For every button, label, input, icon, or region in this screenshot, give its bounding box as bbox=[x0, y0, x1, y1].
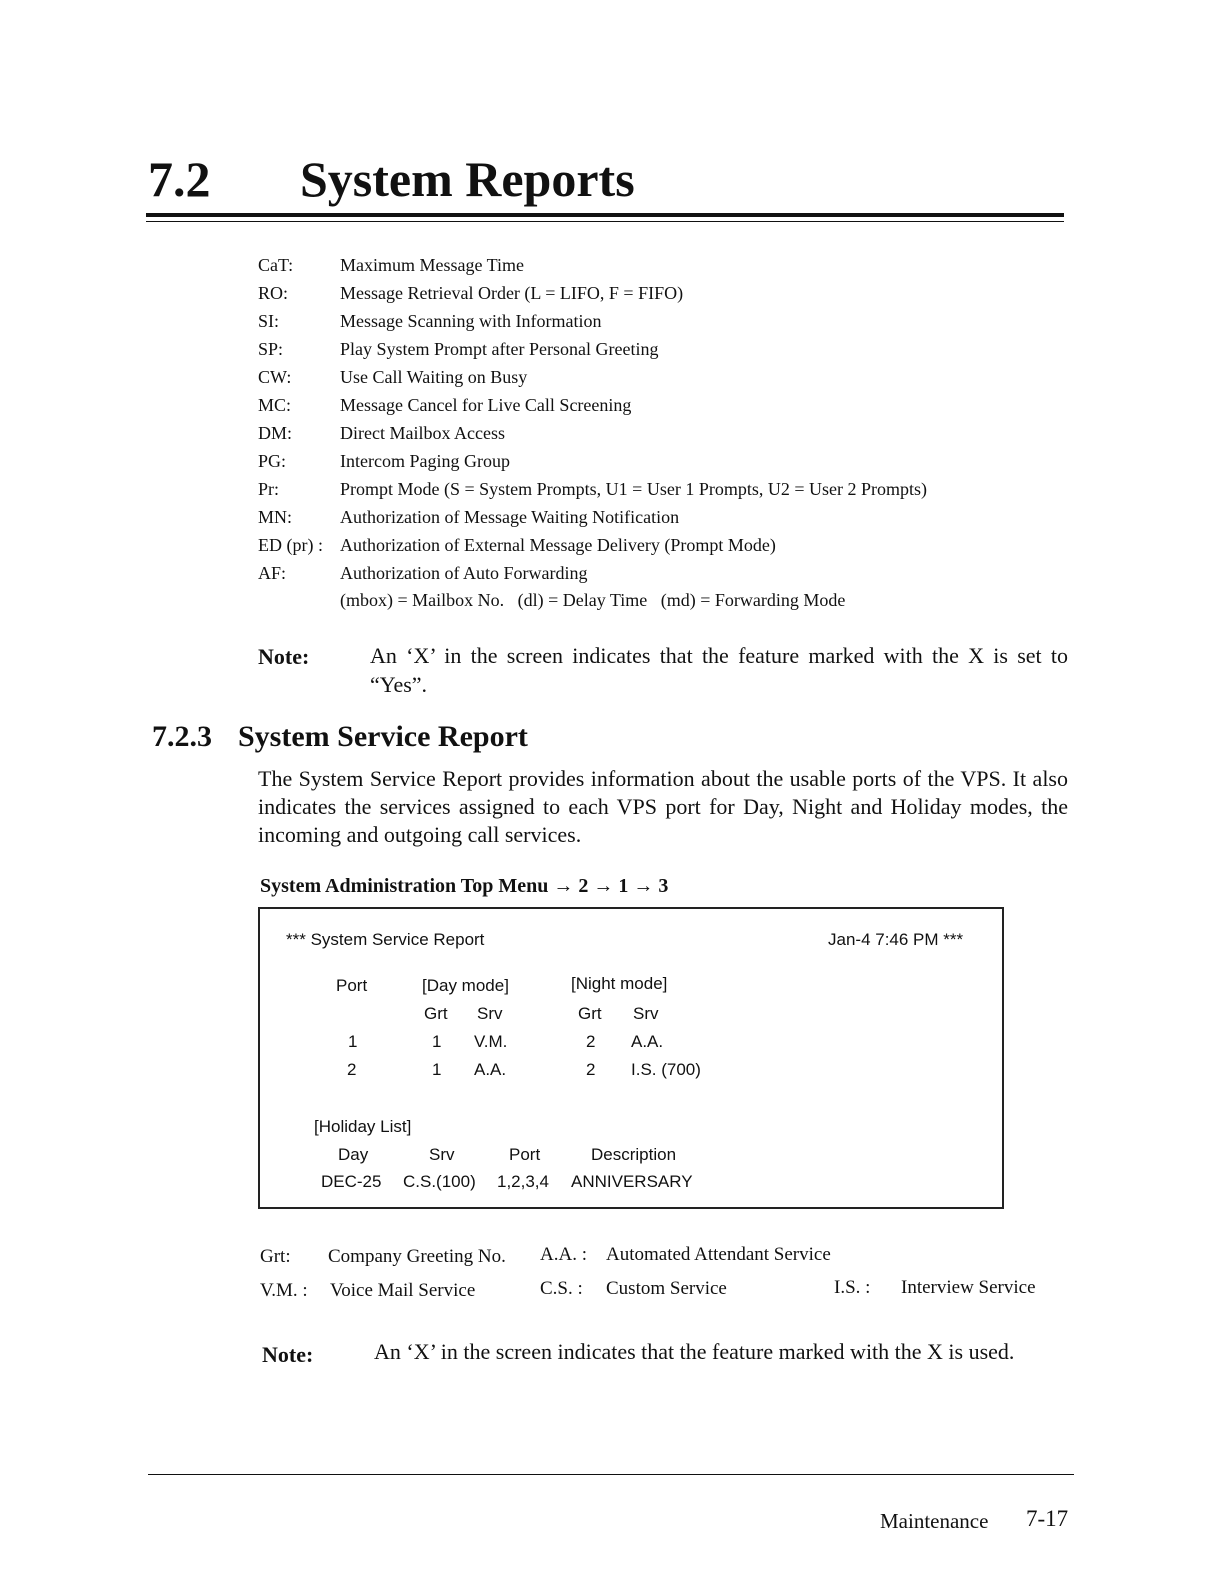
legend-desc: Custom Service bbox=[606, 1278, 727, 1299]
heading-rule-thin bbox=[146, 221, 1064, 222]
day-grt: 1 bbox=[432, 1032, 442, 1051]
note-text: An ‘X’ in the screen indicates that the feature marked with the X is used. bbox=[374, 1339, 1015, 1364]
holiday-day: DEC-25 bbox=[321, 1172, 382, 1191]
legend-code: V.M. : bbox=[260, 1280, 308, 1301]
holiday-list-title: [Holiday List] bbox=[314, 1117, 412, 1136]
holiday-day-header: Day bbox=[338, 1145, 369, 1164]
day-srv: A.A. bbox=[474, 1060, 507, 1079]
abbr-code: Pr: bbox=[258, 479, 280, 499]
legend-code: C.S. : bbox=[540, 1278, 583, 1299]
port-number: 2 bbox=[347, 1060, 357, 1079]
legend-code: I.S. : bbox=[834, 1277, 871, 1298]
holiday-srv-header: Srv bbox=[429, 1145, 455, 1164]
abbr-code: SI: bbox=[258, 311, 280, 331]
night-grt: 2 bbox=[586, 1032, 596, 1051]
heading-rule bbox=[146, 213, 1064, 217]
holiday-srv: C.S.(100) bbox=[403, 1172, 476, 1191]
day-grt: 1 bbox=[432, 1060, 442, 1079]
abbr-code: MC: bbox=[258, 395, 292, 415]
night-grt: 2 bbox=[586, 1060, 596, 1079]
abbr-desc: Prompt Mode (S = System Prompts, U1 = User 1 Prompts, U2 = User 2 Prompts) bbox=[340, 479, 927, 499]
abbr-desc: Use Call Waiting on Busy bbox=[340, 367, 528, 387]
abbr-desc: Message Scanning with Information bbox=[340, 311, 602, 331]
abbr-desc: Play System Prompt after Personal Greeting bbox=[340, 339, 659, 359]
screen-report-box bbox=[258, 907, 1004, 1209]
abbr-code: RO: bbox=[258, 283, 289, 303]
legend-desc: Company Greeting No. bbox=[328, 1246, 506, 1267]
day-mode-header: [Day mode] bbox=[422, 976, 509, 995]
chapter-title: System Reports bbox=[300, 151, 635, 207]
night-mode-header: [Night mode] bbox=[571, 974, 668, 993]
section-number: 7.2.3 bbox=[152, 720, 212, 753]
abbr-code: AF: bbox=[258, 563, 287, 583]
note-text: An ‘X’ in the screen indicates that the feature marked with the X is set to “Yes”. bbox=[370, 643, 1068, 697]
night-srv: A.A. bbox=[631, 1032, 664, 1051]
screen-datetime: Jan-4 7:46 PM *** bbox=[828, 930, 964, 949]
holiday-port: 1,2,3,4 bbox=[497, 1172, 549, 1191]
abbr-code: MN: bbox=[258, 507, 293, 527]
abbr-code: ED (pr) : bbox=[258, 535, 323, 555]
legend-desc: Interview Service bbox=[901, 1277, 1036, 1298]
abbr-desc: Authorization of Message Waiting Notification bbox=[340, 507, 680, 527]
abbr-desc: Direct Mailbox Access bbox=[340, 423, 505, 443]
srv-label: Srv bbox=[477, 1004, 503, 1023]
abbr-code: SP: bbox=[258, 339, 284, 359]
grt-label: Grt bbox=[424, 1004, 448, 1023]
legend-code: A.A. : bbox=[540, 1244, 587, 1265]
note-label: Note: bbox=[258, 644, 310, 669]
abbr-desc: Maximum Message Time bbox=[340, 255, 525, 275]
footer-rule bbox=[148, 1474, 1074, 1475]
section-title: System Service Report bbox=[238, 720, 528, 753]
abbr-desc: (mbox) = Mailbox No. (dl) = Delay Time (md) = Forwarding Mode bbox=[340, 590, 846, 610]
abbr-desc: Authorization of External Message Delivery (Prompt Mode) bbox=[340, 535, 776, 555]
port-header: Port bbox=[336, 976, 368, 995]
holiday-description: ANNIVERSARY bbox=[571, 1172, 693, 1191]
day-srv: V.M. bbox=[474, 1032, 508, 1051]
chapter-number: 7.2 bbox=[148, 151, 211, 207]
holiday-description-header: Description bbox=[591, 1145, 677, 1164]
screen-title: *** System Service Report bbox=[286, 930, 485, 949]
abbr-desc: Intercom Paging Group bbox=[340, 451, 510, 471]
legend-desc: Voice Mail Service bbox=[330, 1280, 476, 1301]
night-srv: I.S. (700) bbox=[631, 1060, 701, 1079]
abbr-desc: Authorization of Auto Forwarding bbox=[340, 563, 588, 583]
abbr-code: CaT: bbox=[258, 255, 294, 275]
menu-path: System Administration Top Menu → 2 → 1 → 3 bbox=[260, 875, 669, 897]
abbr-code: PG: bbox=[258, 451, 287, 471]
legend-code: Grt: bbox=[260, 1246, 291, 1267]
section-paragraph: The System Service Report provides information about the usable ports of the VPS. It also indicates the services assigned to each VPS port for Day, Night and Holiday modes, the incoming and outgoing call services. bbox=[258, 766, 1068, 847]
note-label: Note: bbox=[262, 1342, 314, 1367]
legend-desc: Automated Attendant Service bbox=[606, 1244, 831, 1265]
abbr-desc: Message Retrieval Order (L = LIFO, F = FIFO) bbox=[340, 283, 684, 303]
holiday-port-header: Port bbox=[509, 1145, 541, 1164]
footer-section: Maintenance bbox=[880, 1509, 989, 1533]
port-number: 1 bbox=[348, 1032, 358, 1051]
abbr-code: CW: bbox=[258, 367, 292, 387]
abbr-code: DM: bbox=[258, 423, 293, 443]
grt-label: Grt bbox=[578, 1004, 602, 1023]
abbr-desc: Message Cancel for Live Call Screening bbox=[340, 395, 632, 415]
page-number: 7-17 bbox=[1026, 1506, 1069, 1531]
srv-label: Srv bbox=[633, 1004, 659, 1023]
